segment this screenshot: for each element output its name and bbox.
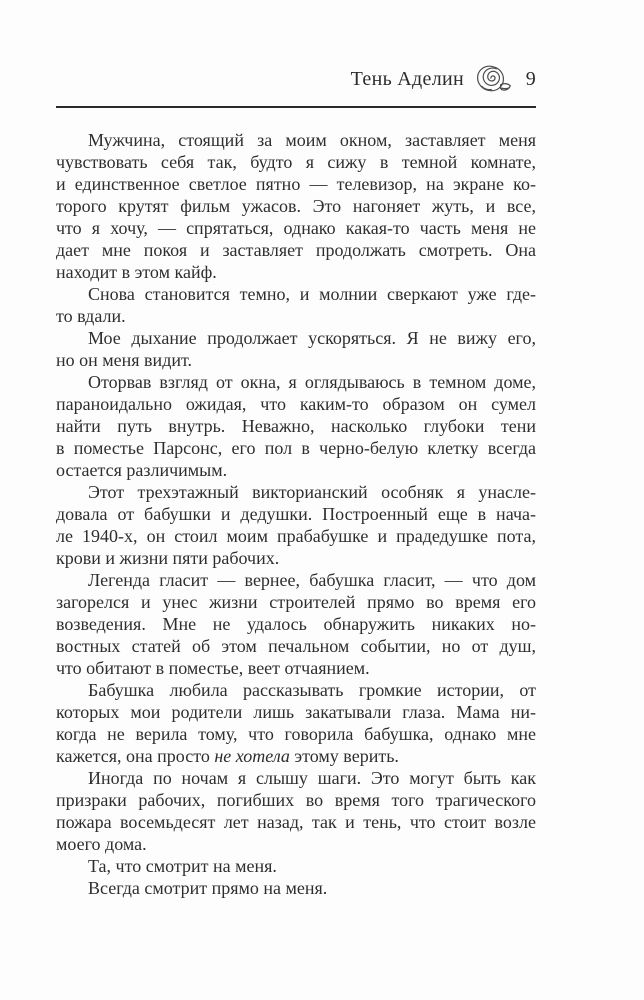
text-segment: кажется, она просто — [56, 746, 215, 766]
text-line: Этот трехэтажный викторианский особняк я унасле- — [88, 482, 536, 502]
text-line: крови и жизни пяти рабочих. — [56, 548, 280, 568]
text-segment: этому верить. — [289, 746, 399, 766]
text-line: Мое дыхание продолжает ускоряться. Я не вижу его, — [88, 328, 536, 348]
text-line: торого крутят фильм ужасов. Это нагоняет жуть, и все, — [56, 196, 536, 216]
text-line: Оторвав взгляд от окна, я оглядываюсь в темном доме, — [88, 372, 536, 392]
text-line: дает мне покоя и заставляет продолжать смотреть. Она — [56, 240, 536, 260]
text-block — [56, 129, 536, 899]
text-line: Иногда по ночам я слышу шаги. Это могут быть как — [88, 768, 536, 788]
text-line: чувствовать себя так, будто я сижу в темной комнате, — [56, 152, 536, 172]
text-line: возведения. Мне не удалось обнаружить никаких но- — [56, 614, 536, 634]
text-line: Легенда гласит — вернее, бабушка гласит, — что дом — [88, 570, 536, 590]
emphasized-phrase: не хотела — [214, 746, 290, 766]
text-line: довала от бабушки и дедушки. Построенный еще в нача- — [56, 504, 536, 524]
text-line: и единственное светлое пятно — телевизор, на экране ко- — [56, 174, 536, 194]
text-line — [56, 745, 536, 767]
page-header — [56, 62, 536, 96]
text-line: находит в этом кайф. — [56, 262, 217, 282]
text-line: найти путь внутрь. Неважно, насколько глубоки тени — [56, 416, 536, 436]
page-number: 9 — [525, 67, 536, 90]
text-line: в поместье Парсонс, его пол в черно-белую клетку всегда — [56, 438, 536, 458]
text-line: Та, что смотрит на меня. — [88, 856, 277, 876]
text-line: загорелся и унес жизни строителей прямо во время его — [56, 592, 536, 612]
text-line: что я хочу, — спрятаться, однако какая-то часть меня не — [56, 218, 536, 238]
text-line: востных статей об этом печальном событии, но от душ, — [56, 636, 536, 656]
text-line: что обитают в поместье, веет отчаянием. — [56, 658, 370, 678]
text-line: Снова становится темно, и молнии сверкают уже где- — [88, 284, 536, 304]
text-line: моего дома. — [56, 834, 147, 854]
text-line: параноидально ожидая, что каким-то образом он сумел — [56, 394, 536, 414]
text-line: Всегда смотрит прямо на меня. — [88, 878, 328, 898]
text-line: ле 1940-х, он стоил моим прабабушке и прадедушке пота, — [56, 526, 536, 546]
text-line: призраки рабочих, погибших во время того трагического — [56, 790, 536, 810]
text-line: Мужчина, стоящий за моим окном, заставляет меня — [88, 130, 536, 150]
header-rule — [56, 106, 536, 108]
text-line: остается различимым. — [56, 460, 228, 480]
text-line: пожара восемьдесят лет назад, так и тень, что стоит возле — [56, 812, 536, 832]
rose-ornament-icon — [474, 63, 514, 96]
text-line: то вдали. — [56, 306, 126, 326]
text-line: Бабушка любила рассказывать громкие истории, от — [88, 680, 536, 700]
text-line: которых мои родители лишь закатывали глаза. Мама ни- — [56, 702, 536, 722]
text-line: когда не верила тому, что говорила бабушка, однако мне — [56, 724, 536, 744]
text-line: но он меня видит. — [56, 350, 192, 370]
running-title: Тень Аделин — [350, 67, 464, 90]
